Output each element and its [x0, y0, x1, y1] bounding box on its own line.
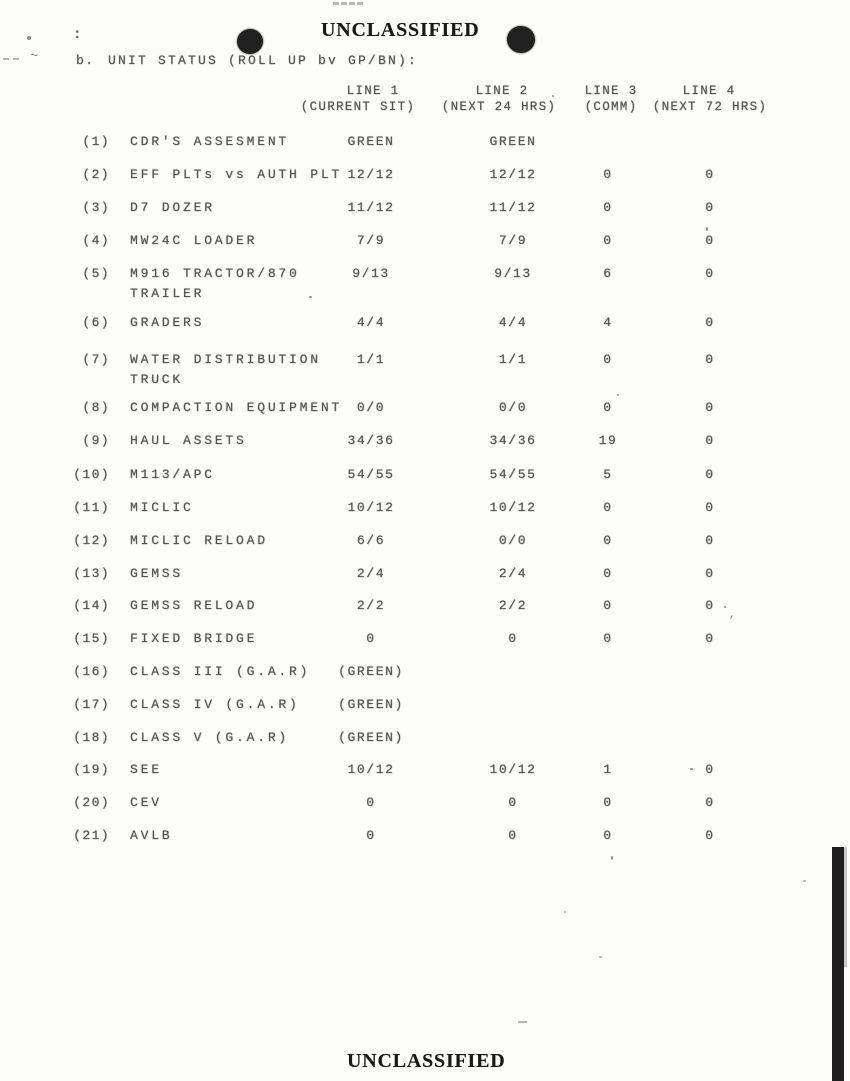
row-value-line1: 1/1 — [356, 352, 386, 367]
margin-dash-mark — [3, 58, 19, 60]
row-value-line3: 0 — [603, 200, 613, 215]
row-value-line2: 4/4 — [498, 315, 528, 330]
row-value-line1: 7/9 — [356, 233, 386, 248]
row-value-line2: 9/13 — [494, 266, 532, 281]
row-value-line1: 0 — [366, 828, 376, 843]
row-value-line2: 0 — [508, 631, 518, 646]
row-value-line3: 5 — [603, 467, 613, 482]
row-value-line3: 0 — [603, 400, 613, 415]
row-value-line4: 0 — [705, 200, 715, 215]
row-value-line1: 34/36 — [347, 433, 395, 448]
noise-speck — [564, 911, 566, 913]
row-label: CEV — [130, 795, 162, 810]
row-value-line2: 2/4 — [498, 566, 528, 581]
row-number: (20) — [73, 795, 110, 810]
row-value-line1: 0 — [366, 795, 376, 810]
row-label: EFF PLTs vs AUTH PLT — [130, 167, 343, 182]
copy-bar-edge-highlight — [844, 847, 847, 967]
row-label: WATER DISTRIBUTION TRUCK — [130, 352, 321, 387]
row-value-line4: 0 — [705, 762, 715, 777]
row-value-line2: 0 — [508, 795, 518, 810]
row-value-line4: 0 — [705, 352, 715, 367]
row-number: (9) — [82, 433, 110, 448]
row-label: COMPACTION EQUIPMENT — [130, 400, 343, 415]
row-number: (15) — [73, 631, 110, 646]
row-value-line1: 11/12 — [347, 200, 395, 215]
row-value-line4: 0 — [705, 233, 715, 248]
row-value-line3: 0 — [603, 233, 613, 248]
margin-colon-mark: : — [73, 27, 82, 43]
row-value-line3: 0 — [603, 631, 613, 646]
row-value-line1: 12/12 — [347, 167, 395, 182]
row-value-line3: 0 — [603, 533, 613, 548]
row-value-line3: 4 — [603, 315, 613, 330]
row-value-line2: 34/36 — [489, 433, 537, 448]
section-index: b. — [76, 53, 95, 68]
column-header-line1-top: LINE 1 — [346, 84, 400, 98]
row-value-line4: 0 — [705, 167, 715, 182]
row-label: M113/APC — [130, 467, 215, 482]
noise-dash — [518, 1021, 527, 1023]
row-number: (16) — [73, 664, 110, 679]
redaction-copy-bar — [832, 847, 844, 1081]
row-label: MW24C LOADER — [130, 233, 258, 248]
margin-squiggle-mark: ~ — [30, 49, 39, 65]
hole-punch-mark-right — [506, 25, 537, 55]
column-header-line1-sub: (CURRENT SIT) — [300, 100, 416, 114]
row-label: CLASS V (G.A.R) — [130, 730, 290, 745]
noise-speck — [690, 768, 693, 770]
row-label: GEMSS RELOAD — [130, 598, 258, 613]
row-value-line2: 7/9 — [498, 233, 528, 248]
row-value-line3: 0 — [603, 598, 613, 613]
row-number: (7) — [82, 352, 110, 367]
row-number: (6) — [82, 315, 110, 330]
row-number: (18) — [73, 730, 110, 745]
row-label: GRADERS — [130, 315, 205, 330]
row-label: MICLIC — [130, 500, 194, 515]
noise-speck — [724, 606, 726, 608]
row-number: (21) — [73, 828, 110, 843]
column-header-line3-top: LINE 3 — [584, 84, 638, 98]
row-value-line3: 0 — [603, 566, 613, 581]
row-label: CDR'S ASSESMENT — [130, 134, 290, 149]
scan-artifact-top-dashes — [333, 2, 363, 5]
row-value-line4: 0 — [705, 828, 715, 843]
row-value-line2: GREEN — [489, 134, 537, 149]
row-value-line1: 9/13 — [352, 266, 390, 281]
row-value-line2: 54/55 — [489, 467, 537, 482]
row-value-line2: 0/0 — [498, 400, 528, 415]
row-number: (8) — [82, 400, 110, 415]
row-value-line1: 10/12 — [347, 762, 395, 777]
noise-speck — [706, 227, 708, 231]
classification-banner-bottom: UNCLASSIFIED — [347, 1050, 506, 1072]
row-number: (17) — [73, 697, 110, 712]
column-header-line3-sub: (COMM) — [584, 100, 638, 114]
row-number: (4) — [82, 233, 110, 248]
row-label: MICLIC RELOAD — [130, 533, 268, 548]
row-value-line3: 0 — [603, 352, 613, 367]
row-number: (19) — [73, 762, 110, 777]
row-value-line1: 2/2 — [356, 598, 386, 613]
row-label: CLASS IV (G.A.R) — [130, 697, 300, 712]
row-value-line3: 0 — [603, 828, 613, 843]
row-value-line3: 1 — [603, 762, 613, 777]
row-number: (3) — [82, 200, 110, 215]
classification-banner-top: UNCLASSIFIED — [321, 19, 480, 41]
row-value-line4: 0 — [705, 315, 715, 330]
row-value-line3: 19 — [598, 433, 618, 448]
row-value-line2: 12/12 — [489, 167, 537, 182]
row-value-line2: 1/1 — [498, 352, 528, 367]
column-header-line4-top: LINE 4 — [682, 84, 736, 98]
noise-speck — [27, 36, 31, 40]
row-value-line1: 0/0 — [356, 400, 386, 415]
noise-speck — [309, 296, 312, 298]
row-value-line3: 0 — [603, 795, 613, 810]
noise-comma-mark: , — [729, 609, 736, 621]
column-header-line2-sub: (NEXT 24 HRS) — [441, 100, 557, 114]
row-value-line4: 0 — [705, 566, 715, 581]
row-label: GEMSS — [130, 566, 184, 581]
row-label: FIXED BRIDGE — [130, 631, 258, 646]
noise-speck — [552, 95, 554, 97]
row-label: HAUL ASSETS — [130, 433, 247, 448]
row-value-line2: 0 — [508, 828, 518, 843]
row-value-line4: 0 — [705, 533, 715, 548]
row-value-line1: 0 — [366, 631, 376, 646]
section-title: UNIT STATUS (ROLL UP bv GP/BN): — [108, 53, 419, 68]
noise-speck — [599, 956, 602, 958]
row-value-line3: 0 — [603, 500, 613, 515]
row-value-line2: 2/2 — [498, 598, 528, 613]
noise-speck — [611, 856, 613, 860]
row-number: (13) — [73, 566, 110, 581]
row-value-line4: 0 — [705, 400, 715, 415]
row-value-line4: 0 — [705, 433, 715, 448]
row-value-line1: 6/6 — [356, 533, 386, 548]
row-value-line2: 10/12 — [489, 500, 537, 515]
row-value-line4: 0 — [705, 266, 715, 281]
noise-speck — [803, 880, 806, 882]
row-label: D7 DOZER — [130, 200, 215, 215]
row-value-line4: 0 — [705, 598, 715, 613]
row-value-line4: 0 — [705, 467, 715, 482]
row-number: (2) — [82, 167, 110, 182]
row-number: (11) — [73, 500, 110, 515]
row-value-line1: (GREEN) — [338, 697, 404, 712]
row-number: (1) — [82, 134, 110, 149]
row-number: (10) — [73, 467, 110, 482]
row-value-line4: 0 — [705, 631, 715, 646]
row-label: AVLB — [130, 828, 173, 843]
column-header-line4-sub: (NEXT 72 HRS) — [652, 100, 768, 114]
row-label: CLASS III (G.A.R) — [130, 664, 311, 679]
column-header-line2-top: LINE 2 — [475, 84, 529, 98]
row-value-line1: (GREEN) — [338, 664, 404, 679]
row-value-line1: (GREEN) — [338, 730, 404, 745]
row-label: M916 TRACTOR/870 TRAILER — [130, 266, 300, 301]
row-value-line3: 6 — [603, 266, 613, 281]
row-value-line3: 0 — [603, 167, 613, 182]
row-value-line1: 10/12 — [347, 500, 395, 515]
row-value-line2: 10/12 — [489, 762, 537, 777]
row-value-line2: 0/0 — [498, 533, 528, 548]
row-number: (12) — [73, 533, 110, 548]
row-number: (5) — [82, 266, 110, 281]
row-value-line1: 2/4 — [356, 566, 386, 581]
noise-speck — [617, 394, 619, 396]
row-value-line4: 0 — [705, 795, 715, 810]
row-value-line1: 4/4 — [356, 315, 386, 330]
row-value-line1: GREEN — [347, 134, 395, 149]
row-number: (14) — [73, 598, 110, 613]
row-label: SEE — [130, 762, 162, 777]
row-value-line1: 54/55 — [347, 467, 395, 482]
row-value-line2: 11/12 — [489, 200, 537, 215]
row-value-line4: 0 — [705, 500, 715, 515]
